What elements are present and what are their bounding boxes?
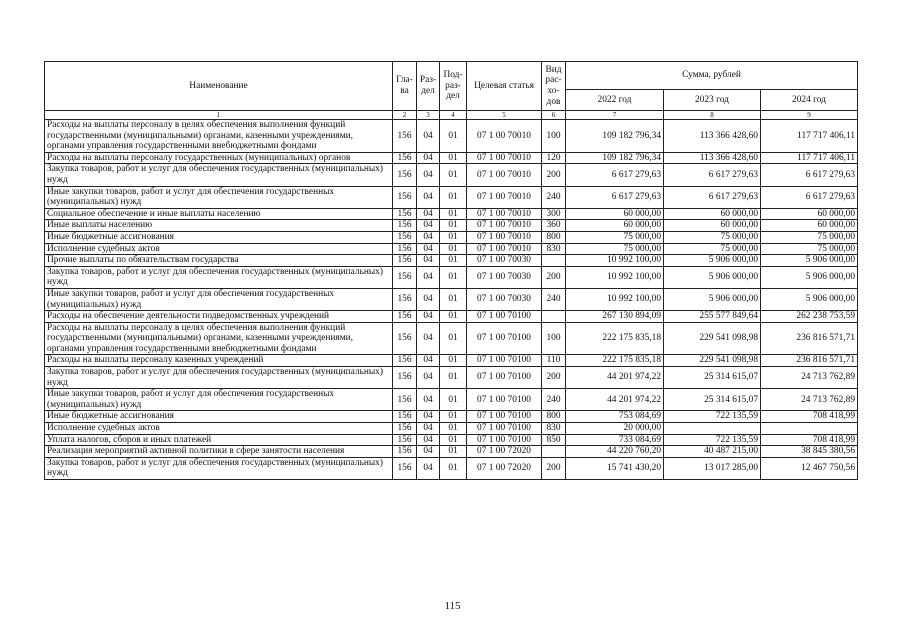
row-name: Закупка товаров, работ и услуг для обеспечения государственных (муниципальных) нужд	[45, 164, 393, 186]
row-name: Иные бюджетные ассигнования	[45, 231, 393, 243]
row-sum-2023: 5 906 000,00	[664, 266, 761, 288]
row-podrazdel: 01	[440, 434, 467, 446]
row-sum-2022: 75 000,00	[566, 243, 664, 255]
row-tselevaya-statya: 07 1 00 70010	[467, 243, 542, 255]
row-podrazdel: 01	[440, 152, 467, 164]
row-razdel: 04	[417, 322, 440, 355]
column-number: 6	[542, 111, 566, 120]
row-vid-rashodov: 300	[542, 208, 566, 220]
row-sum-2023: 60 000,00	[664, 208, 761, 220]
table-row	[45, 367, 858, 389]
row-sum-2022: 733 084,69	[566, 434, 664, 446]
header-tselevaya: Целевая статья	[467, 62, 542, 111]
row-glava: 156	[393, 243, 417, 255]
row-podrazdel: 01	[440, 220, 467, 232]
row-sum-2023: 5 906 000,00	[664, 288, 761, 310]
row-razdel: 04	[417, 446, 440, 458]
row-name: Закупка товаров, работ и услуг для обеспечения государственных (муниципальных) нужд	[45, 367, 393, 389]
row-tselevaya-statya: 07 1 00 70100	[467, 322, 542, 355]
row-name: Уплата налогов, сборов и иных платежей	[45, 434, 393, 446]
row-sum-2024: 12 467 750,56	[761, 457, 858, 479]
row-sum-2022: 267 130 894,09	[566, 311, 664, 323]
table-body	[45, 120, 858, 480]
row-sum-2022: 20 000,00	[566, 423, 664, 435]
row-podrazdel: 01	[440, 186, 467, 208]
row-sum-2022: 222 175 835,18	[566, 355, 664, 367]
row-tselevaya-statya: 07 1 00 70100	[467, 355, 542, 367]
row-vid-rashodov: 240	[542, 186, 566, 208]
row-tselevaya-statya: 07 1 00 70030	[467, 266, 542, 288]
row-sum-2024: 24 713 762,89	[761, 367, 858, 389]
row-sum-2022: 10 992 100,00	[566, 266, 664, 288]
row-sum-2023: 60 000,00	[664, 220, 761, 232]
row-sum-2024: 117 717 406,11	[761, 120, 858, 153]
table-row	[45, 164, 858, 186]
row-tselevaya-statya: 07 1 00 70010	[467, 231, 542, 243]
row-sum-2023: 229 541 098,98	[664, 322, 761, 355]
row-vid-rashodov: 830	[542, 243, 566, 255]
row-glava: 156	[393, 311, 417, 323]
row-tselevaya-statya: 07 1 00 70100	[467, 411, 542, 423]
table-row	[45, 355, 858, 367]
row-podrazdel: 01	[440, 389, 467, 411]
row-sum-2024: 5 906 000,00	[761, 255, 858, 267]
row-tselevaya-statya: 07 1 00 70010	[467, 152, 542, 164]
row-name: Иные выплаты населению	[45, 220, 393, 232]
row-razdel: 04	[417, 220, 440, 232]
table-row	[45, 411, 858, 423]
row-sum-2023: 113 366 428,60	[664, 152, 761, 164]
column-number: 7	[566, 111, 664, 120]
row-razdel: 04	[417, 367, 440, 389]
table-row	[45, 243, 858, 255]
row-razdel: 04	[417, 423, 440, 435]
row-sum-2022: 6 617 279,63	[566, 186, 664, 208]
row-podrazdel: 01	[440, 411, 467, 423]
table-row	[45, 231, 858, 243]
row-vid-rashodov: 200	[542, 266, 566, 288]
row-sum-2024: 60 000,00	[761, 220, 858, 232]
row-podrazdel: 01	[440, 266, 467, 288]
row-tselevaya-statya: 07 1 00 70100	[467, 434, 542, 446]
row-tselevaya-statya: 07 1 00 70010	[467, 220, 542, 232]
row-tselevaya-statya: 07 1 00 70010	[467, 208, 542, 220]
row-podrazdel: 01	[440, 243, 467, 255]
row-name: Закупка товаров, работ и услуг для обеспечения государственных (муниципальных) нужд	[45, 457, 393, 479]
row-glava: 156	[393, 434, 417, 446]
row-tselevaya-statya: 07 1 00 70010	[467, 186, 542, 208]
row-podrazdel: 01	[440, 367, 467, 389]
column-number: 5	[467, 111, 542, 120]
row-razdel: 04	[417, 243, 440, 255]
row-sum-2024: 75 000,00	[761, 231, 858, 243]
row-name: Исполнение судебных актов	[45, 243, 393, 255]
row-sum-2023: 722 135,59	[664, 434, 761, 446]
table-row	[45, 220, 858, 232]
header-glava: Гла-ва	[393, 62, 417, 111]
table-row	[45, 423, 858, 435]
row-name: Прочие выплаты по обязательствам государства	[45, 255, 393, 267]
row-sum-2024: 236 816 571,71	[761, 322, 858, 355]
row-sum-2022: 222 175 835,18	[566, 322, 664, 355]
row-razdel: 04	[417, 231, 440, 243]
page-number: 115	[444, 600, 461, 612]
table-row	[45, 434, 858, 446]
table-row	[45, 120, 858, 153]
row-sum-2022: 44 220 760,20	[566, 446, 664, 458]
row-vid-rashodov: 360	[542, 220, 566, 232]
row-sum-2023: 6 617 279,63	[664, 164, 761, 186]
row-glava: 156	[393, 266, 417, 288]
row-tselevaya-statya: 07 1 00 70010	[467, 120, 542, 153]
row-name: Социальное обеспечение и иные выплаты населению	[45, 208, 393, 220]
row-sum-2022: 109 182 796,34	[566, 152, 664, 164]
row-razdel: 04	[417, 208, 440, 220]
row-razdel: 04	[417, 152, 440, 164]
row-podrazdel: 01	[440, 355, 467, 367]
row-razdel: 04	[417, 411, 440, 423]
row-tselevaya-statya: 07 1 00 70030	[467, 288, 542, 310]
row-podrazdel: 01	[440, 322, 467, 355]
row-sum-2024: 6 617 279,63	[761, 164, 858, 186]
row-podrazdel: 01	[440, 208, 467, 220]
row-tselevaya-statya: 07 1 00 72020	[467, 457, 542, 479]
table-row	[45, 255, 858, 267]
table-row	[45, 322, 858, 355]
row-vid-rashodov	[542, 311, 566, 323]
header-year-2022: 2022 год	[566, 90, 664, 111]
row-sum-2023: 25 314 615,07	[664, 389, 761, 411]
row-glava: 156	[393, 220, 417, 232]
row-name: Расходы на обеспечение деятельности подведомственных учреждений	[45, 311, 393, 323]
row-vid-rashodov: 240	[542, 389, 566, 411]
row-glava: 156	[393, 120, 417, 153]
row-sum-2023: 229 541 098,98	[664, 355, 761, 367]
row-vid-rashodov: 200	[542, 367, 566, 389]
row-glava: 156	[393, 152, 417, 164]
row-tselevaya-statya: 07 1 00 70100	[467, 389, 542, 411]
row-sum-2024: 5 906 000,00	[761, 288, 858, 310]
row-tselevaya-statya: 07 1 00 70100	[467, 367, 542, 389]
row-razdel: 04	[417, 311, 440, 323]
row-glava: 156	[393, 367, 417, 389]
row-glava: 156	[393, 389, 417, 411]
row-tselevaya-statya: 07 1 00 70030	[467, 255, 542, 267]
row-sum-2024	[761, 423, 858, 435]
column-number: 1	[45, 111, 393, 120]
row-razdel: 04	[417, 355, 440, 367]
row-podrazdel: 01	[440, 255, 467, 267]
row-podrazdel: 01	[440, 311, 467, 323]
row-sum-2024: 262 238 753,59	[761, 311, 858, 323]
row-vid-rashodov: 110	[542, 355, 566, 367]
row-podrazdel: 01	[440, 446, 467, 458]
row-tselevaya-statya: 07 1 00 70100	[467, 423, 542, 435]
row-glava: 156	[393, 411, 417, 423]
table-row	[45, 389, 858, 411]
row-sum-2023: 113 366 428,60	[664, 120, 761, 153]
budget-table	[44, 61, 858, 480]
row-sum-2022: 753 084,69	[566, 411, 664, 423]
row-vid-rashodov: 120	[542, 152, 566, 164]
row-sum-2023: 40 487 215,00	[664, 446, 761, 458]
column-number-row	[45, 111, 858, 120]
header-year-2024: 2024 год	[761, 90, 858, 111]
row-sum-2022: 10 992 100,00	[566, 288, 664, 310]
row-razdel: 04	[417, 288, 440, 310]
row-glava: 156	[393, 457, 417, 479]
row-tselevaya-statya: 07 1 00 70010	[467, 164, 542, 186]
row-sum-2023: 13 017 285,00	[664, 457, 761, 479]
header-sum: Сумма, рублей	[566, 62, 858, 90]
row-sum-2023: 75 000,00	[664, 243, 761, 255]
row-sum-2022: 109 182 796,34	[566, 120, 664, 153]
row-podrazdel: 01	[440, 231, 467, 243]
header-vid: Вид рас-хо-дов	[542, 62, 566, 111]
row-glava: 156	[393, 164, 417, 186]
row-podrazdel: 01	[440, 288, 467, 310]
row-name: Иные бюджетные ассигнования	[45, 411, 393, 423]
row-name: Исполнение судебных актов	[45, 423, 393, 435]
header-year-2023: 2023 год	[664, 90, 761, 111]
table-row	[45, 457, 858, 479]
table-row	[45, 186, 858, 208]
row-sum-2023: 75 000,00	[664, 231, 761, 243]
row-glava: 156	[393, 208, 417, 220]
row-vid-rashodov: 200	[542, 164, 566, 186]
row-name: Иные закупки товаров, работ и услуг для обеспечения государственных (муниципальных) нужд	[45, 186, 393, 208]
row-name: Иные закупки товаров, работ и услуг для обеспечения государственных (муниципальных) нужд	[45, 288, 393, 310]
row-glava: 156	[393, 231, 417, 243]
column-number: 9	[761, 111, 858, 120]
row-vid-rashodov: 850	[542, 434, 566, 446]
table-row	[45, 266, 858, 288]
row-vid-rashodov	[542, 255, 566, 267]
row-sum-2024: 5 906 000,00	[761, 266, 858, 288]
row-sum-2023: 5 906 000,00	[664, 255, 761, 267]
row-glava: 156	[393, 322, 417, 355]
column-number: 8	[664, 111, 761, 120]
row-glava: 156	[393, 423, 417, 435]
column-number: 2	[393, 111, 417, 120]
row-name: Расходы на выплаты персоналу казенных учреждений	[45, 355, 393, 367]
row-glava: 156	[393, 446, 417, 458]
row-sum-2023: 722 135,59	[664, 411, 761, 423]
row-sum-2022: 44 201 974,22	[566, 367, 664, 389]
row-sum-2023	[664, 423, 761, 435]
row-vid-rashodov: 800	[542, 411, 566, 423]
row-glava: 156	[393, 186, 417, 208]
row-tselevaya-statya: 07 1 00 70100	[467, 311, 542, 323]
row-name: Расходы на выплаты персоналу в целях обеспечения выполнения функций государственными (муниципальными) органами, казенными учреждениями, органами управления государственными внебюджетными фондами	[45, 120, 393, 153]
row-sum-2022: 6 617 279,63	[566, 164, 664, 186]
header-name: Наименование	[45, 62, 393, 111]
row-vid-rashodov	[542, 446, 566, 458]
row-sum-2024: 117 717 406,11	[761, 152, 858, 164]
row-podrazdel: 01	[440, 423, 467, 435]
row-sum-2022: 10 992 100,00	[566, 255, 664, 267]
column-number: 4	[440, 111, 467, 120]
row-sum-2024: 75 000,00	[761, 243, 858, 255]
row-name: Расходы на выплаты персоналу в целях обеспечения выполнения функций государственными (муниципальными) органами, казенными учреждениями, органами управления государственными внебюджетными фондами	[45, 322, 393, 355]
row-razdel: 04	[417, 266, 440, 288]
row-sum-2022: 15 741 430,20	[566, 457, 664, 479]
row-name: Расходы на выплаты персоналу государственных (муниципальных) органов	[45, 152, 393, 164]
row-vid-rashodov: 240	[542, 288, 566, 310]
header-podrazdel: Под-раз-дел	[440, 62, 467, 111]
row-razdel: 04	[417, 120, 440, 153]
row-podrazdel: 01	[440, 164, 467, 186]
row-vid-rashodov: 100	[542, 120, 566, 153]
row-vid-rashodov: 100	[542, 322, 566, 355]
row-sum-2024: 6 617 279,63	[761, 186, 858, 208]
row-razdel: 04	[417, 164, 440, 186]
table-row	[45, 446, 858, 458]
table-row	[45, 152, 858, 164]
row-glava: 156	[393, 288, 417, 310]
row-vid-rashodov: 830	[542, 423, 566, 435]
row-sum-2022: 60 000,00	[566, 208, 664, 220]
row-tselevaya-statya: 07 1 00 72020	[467, 446, 542, 458]
row-sum-2024: 38 845 380,56	[761, 446, 858, 458]
row-razdel: 04	[417, 457, 440, 479]
table-row	[45, 208, 858, 220]
row-podrazdel: 01	[440, 120, 467, 153]
row-name: Закупка товаров, работ и услуг для обеспечения государственных (муниципальных) нужд	[45, 266, 393, 288]
row-sum-2023: 6 617 279,63	[664, 186, 761, 208]
row-sum-2024: 24 713 762,89	[761, 389, 858, 411]
row-sum-2024: 708 418,99	[761, 411, 858, 423]
table-header	[45, 62, 858, 120]
row-glava: 156	[393, 255, 417, 267]
row-vid-rashodov: 800	[542, 231, 566, 243]
row-razdel: 04	[417, 255, 440, 267]
row-sum-2023: 25 314 615,07	[664, 367, 761, 389]
table-row	[45, 288, 858, 310]
column-number: 3	[417, 111, 440, 120]
row-sum-2022: 60 000,00	[566, 220, 664, 232]
header-razdel: Раз-дел	[417, 62, 440, 111]
row-razdel: 04	[417, 186, 440, 208]
row-glava: 156	[393, 355, 417, 367]
row-vid-rashodov: 200	[542, 457, 566, 479]
row-razdel: 04	[417, 389, 440, 411]
row-sum-2024: 60 000,00	[761, 208, 858, 220]
row-sum-2023: 255 577 849,64	[664, 311, 761, 323]
row-razdel: 04	[417, 434, 440, 446]
row-name: Иные закупки товаров, работ и услуг для обеспечения государственных (муниципальных) нужд	[45, 389, 393, 411]
row-name: Реализация мероприятий активной политики в сфере занятости населения	[45, 446, 393, 458]
table-row	[45, 311, 858, 323]
row-sum-2024: 236 816 571,71	[761, 355, 858, 367]
row-sum-2022: 44 201 974,22	[566, 389, 664, 411]
row-sum-2022: 75 000,00	[566, 231, 664, 243]
row-sum-2024: 708 418,99	[761, 434, 858, 446]
row-podrazdel: 01	[440, 457, 467, 479]
